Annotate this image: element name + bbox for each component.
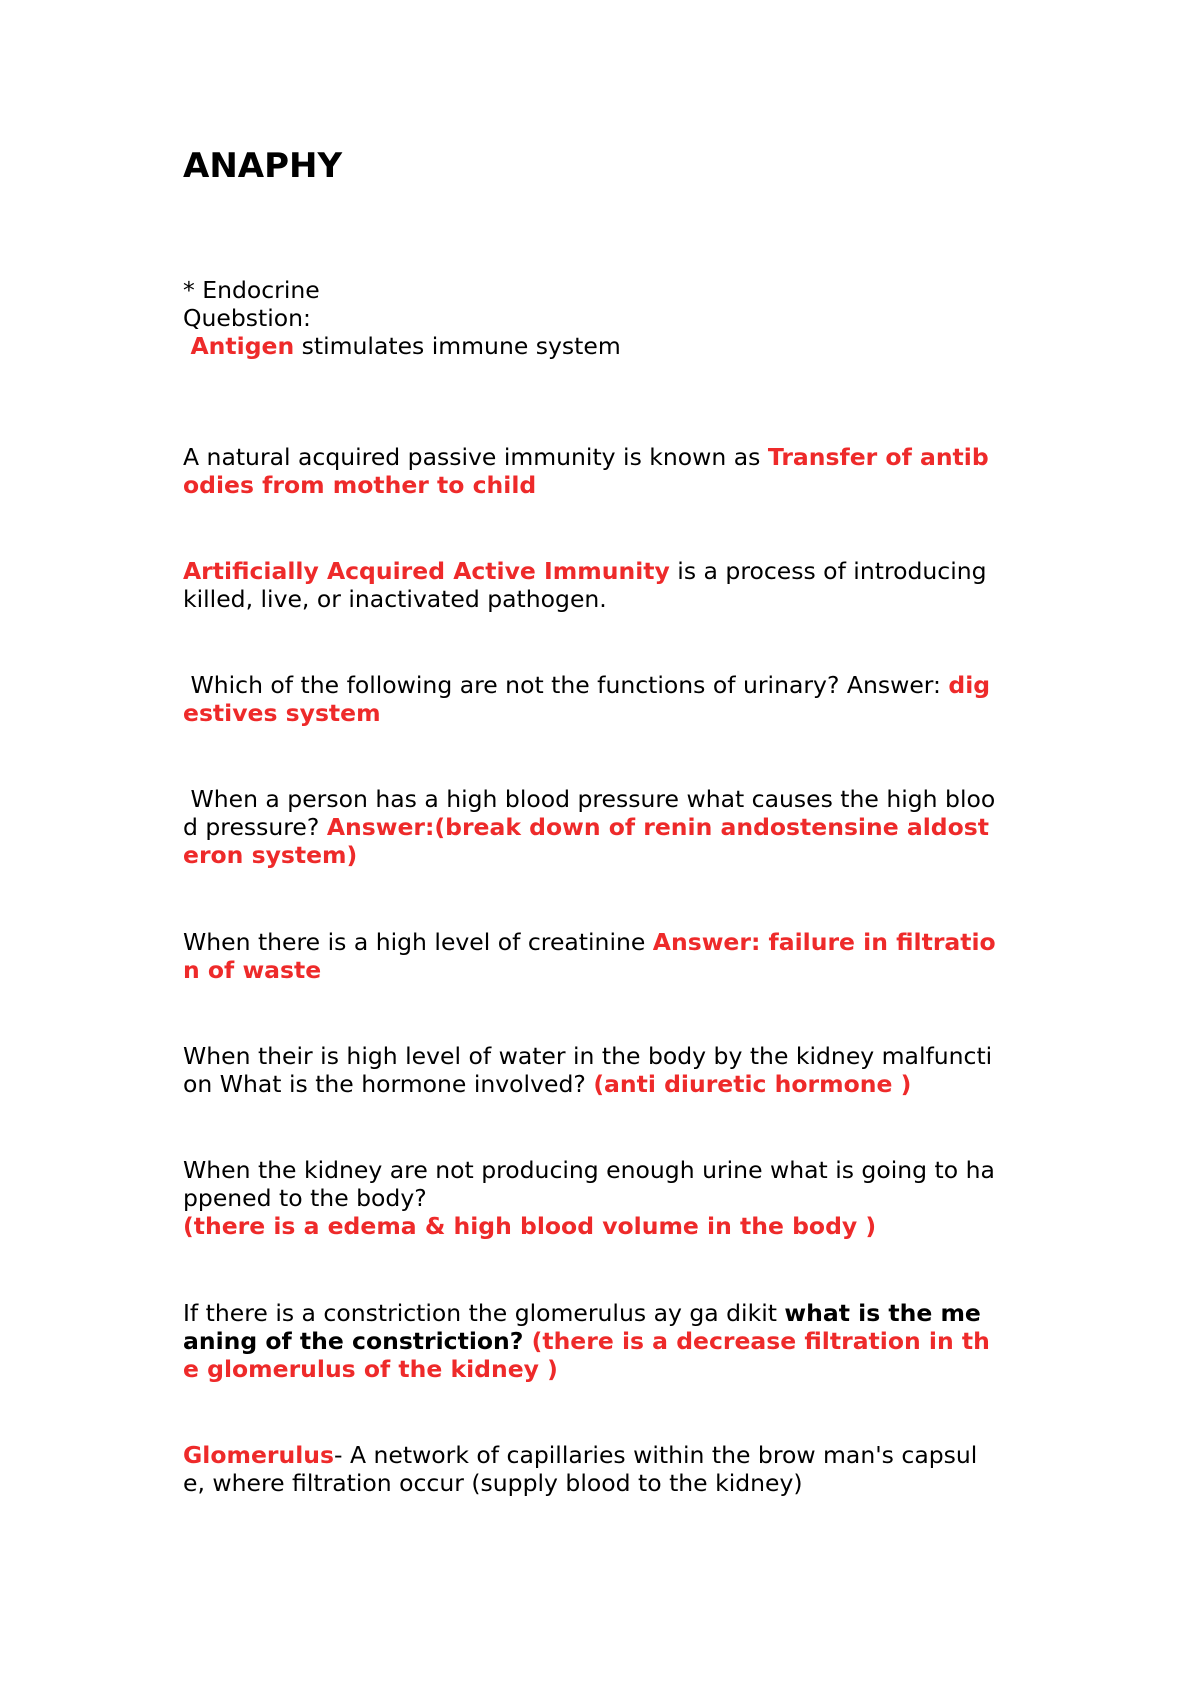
question-9 (183, 1299, 1033, 1383)
question-1 (183, 332, 1033, 360)
answer-8: (there is a edema & high blood volume in the body ) (183, 1212, 877, 1240)
section-heading-block (183, 276, 1033, 360)
question-5-text-line2: d pressure? (183, 813, 327, 841)
question-3-text-line1: is a process of introducing (669, 557, 987, 585)
answer-5-line2: eron system) (183, 841, 358, 869)
question-7 (183, 1042, 1033, 1098)
answer-4-line2: estives system (183, 699, 381, 727)
question-4 (183, 671, 1033, 727)
question-1-text: stimulates immune system (294, 332, 621, 360)
answer-2-line1: Transfer of antib (767, 443, 989, 471)
question-8 (183, 1156, 1033, 1240)
question-3 (183, 557, 1033, 613)
question-5 (183, 785, 1033, 869)
answer-5-line1: Answer:(break down of renin andostensine aldost (326, 813, 989, 841)
question-9-bold-line2: aning of the constriction? (183, 1327, 532, 1355)
answer-6-line1: Answer: failure in filtratio (652, 928, 996, 956)
question-6 (183, 928, 1033, 984)
question-7-text-line1: When their is high level of water in the body by the kidney malfuncti (183, 1042, 993, 1070)
answer-3: Artificially Acquired Active Immunity (183, 557, 670, 585)
answer-9-line1: (there is a decrease filtration in th (531, 1327, 990, 1355)
glomerulus-text-line2: e, where filtration occur (supply blood to the kidney) (183, 1469, 803, 1497)
question-9-bold-line1: what is the me (784, 1299, 981, 1327)
answer-4-line1: dig (948, 671, 991, 699)
glomerulus-text-line1: - A network of capillaries within the brow man's capsul (334, 1441, 978, 1469)
question-label: Quebstion: (183, 304, 311, 332)
answer-7: (anti diuretic hormone ) (593, 1070, 912, 1098)
section-heading: * Endocrine (183, 276, 320, 304)
answer-6-line2: n of waste (183, 956, 322, 984)
answer-2-line2: odies from mother to child (183, 471, 537, 499)
question-2-text: A natural acquired passive immunity is known as (183, 443, 768, 471)
definition-glomerulus (183, 1441, 1033, 1497)
question-8-text-line2: ppened to the body? (183, 1184, 427, 1212)
question-7-text-line2: on What is the hormone involved? (183, 1070, 594, 1098)
question-9-text: If there is a constriction the glomerulus ay ga dikit (183, 1299, 785, 1327)
question-8-text-line1: When the kidney are not producing enough urine what is going to ha (183, 1156, 995, 1184)
document-title: ANAPHY (183, 146, 343, 186)
question-3-text-line2: killed, live, or inactivated pathogen. (183, 585, 607, 613)
question-2 (183, 443, 1033, 499)
question-4-text: Which of the following are not the functions of urinary? Answer: (190, 671, 949, 699)
glomerulus-term: Glomerulus (183, 1441, 335, 1469)
question-6-text: When there is a high level of creatinine (183, 928, 653, 956)
answer-9-line2: e glomerulus of the kidney ) (183, 1355, 558, 1383)
answer-1: Antigen (190, 332, 295, 360)
question-5-text-line1: When a person has a high blood pressure what causes the high bloo (190, 785, 996, 813)
